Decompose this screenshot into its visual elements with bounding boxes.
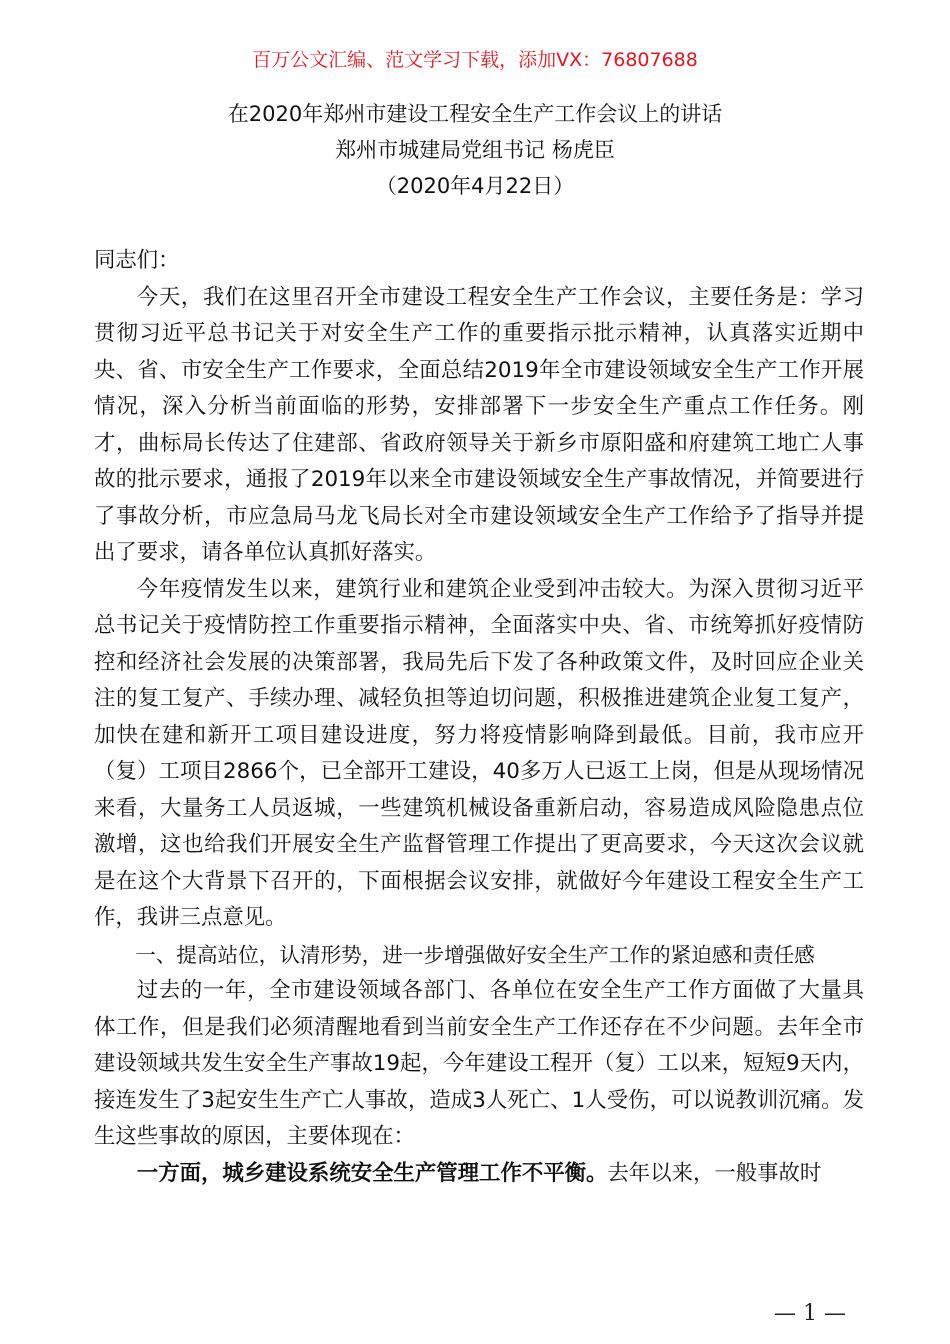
paragraph-2: 今年疫情发生以来，建筑行业和建筑企业受到冲击较大。为深入贯彻习近平总书记关于疫情防控工作重要指示精神，全面落实中央、省、市统筹抓好疫情防控和经济社会发展的决策部署，我局先后下发了各种政策文件，及时回应企业关注的复工复产、手续办理、减轻负担等迫切问题，积极推进建筑企业复工复产，加快在建和新开工项目建设进度，努力将疫情影响降到最低。目前，我市应开（复）工项目2866个，已全部开工建设，40多万人已返工上岗，但是从现场情况来看，大量务工人员返城，一些建筑机械设备重新启动，容易造成风险隐患点位激增，这也给我们开展安全生产监督管理工作提出了更高要求，今天这次会议就是在这个大背景下召开的，下面根据会议安排，就做好今年建设工程安全生产工作，我讲三点意见。 <box>94 576 864 930</box>
salutation: 同志们： <box>94 248 180 273</box>
paragraph-4-bold-lead: 一方面，城乡建设系统安全生产管理工作不平衡。 <box>136 1160 608 1186</box>
title-block <box>0 96 950 204</box>
paragraph-4 <box>94 1156 864 1193</box>
section-heading-1: 一、提高站位，认清形势，进一步增强做好安全生产工作的紧迫感和责任感 <box>135 942 815 967</box>
paragraph-4-text: 去年以来，一般事故时 <box>607 1160 822 1186</box>
page-number: — 1 — <box>774 1301 846 1326</box>
speech-title: 在2020年郑州市建设工程安全生产工作会议上的讲话 <box>227 102 723 126</box>
speaker-line: 郑州市城建局党组书记 杨虎臣 <box>335 138 615 162</box>
document-body <box>94 243 864 1192</box>
speech-date: （2020年4月22日） <box>375 174 575 198</box>
paragraph-1: 今天，我们在这里召开全市建设工程安全生产工作会议，主要任务是：学习贯彻习近平总书记关于对安全生产工作的重要指示批示精神，认真落实近期中央、省、市安全生产工作要求，全面总结2019年全市建设领域安全生产工作开展情况，深入分析当前面临的形势，安排部署下一步安全生产重点工作任务。刚才，曲标局长传达了住建部、省政府领导关于新乡市原阳盛和府建筑工地亡人事故的批示要求，通报了2019年以来全市建设领域安全生产事故情况，并简要进行了事故分析，市应急局马龙飞局长对全市建设领域安全生产工作给予了指导并提出了要求，请各单位认真抓好落实。 <box>94 284 864 565</box>
paragraph-3: 过去的一年，全市建设领域各部门、各单位在安全生产工作方面做了大量具体工作，但是我们必须清醒地看到当前安全生产工作还存在不少问题。去年全市建设领域共发生安全生产事故19起，今年建设工程开（复）工以来，短短9天内，接连发生了3起安生生产亡人事故，造成3人死亡、1人受伤，可以说教训沉痛。发生这些事故的原因，主要体现在： <box>94 978 864 1149</box>
watermark-text: 百万公文汇编、范文学习下载，添加VX：76807688 <box>252 49 698 71</box>
